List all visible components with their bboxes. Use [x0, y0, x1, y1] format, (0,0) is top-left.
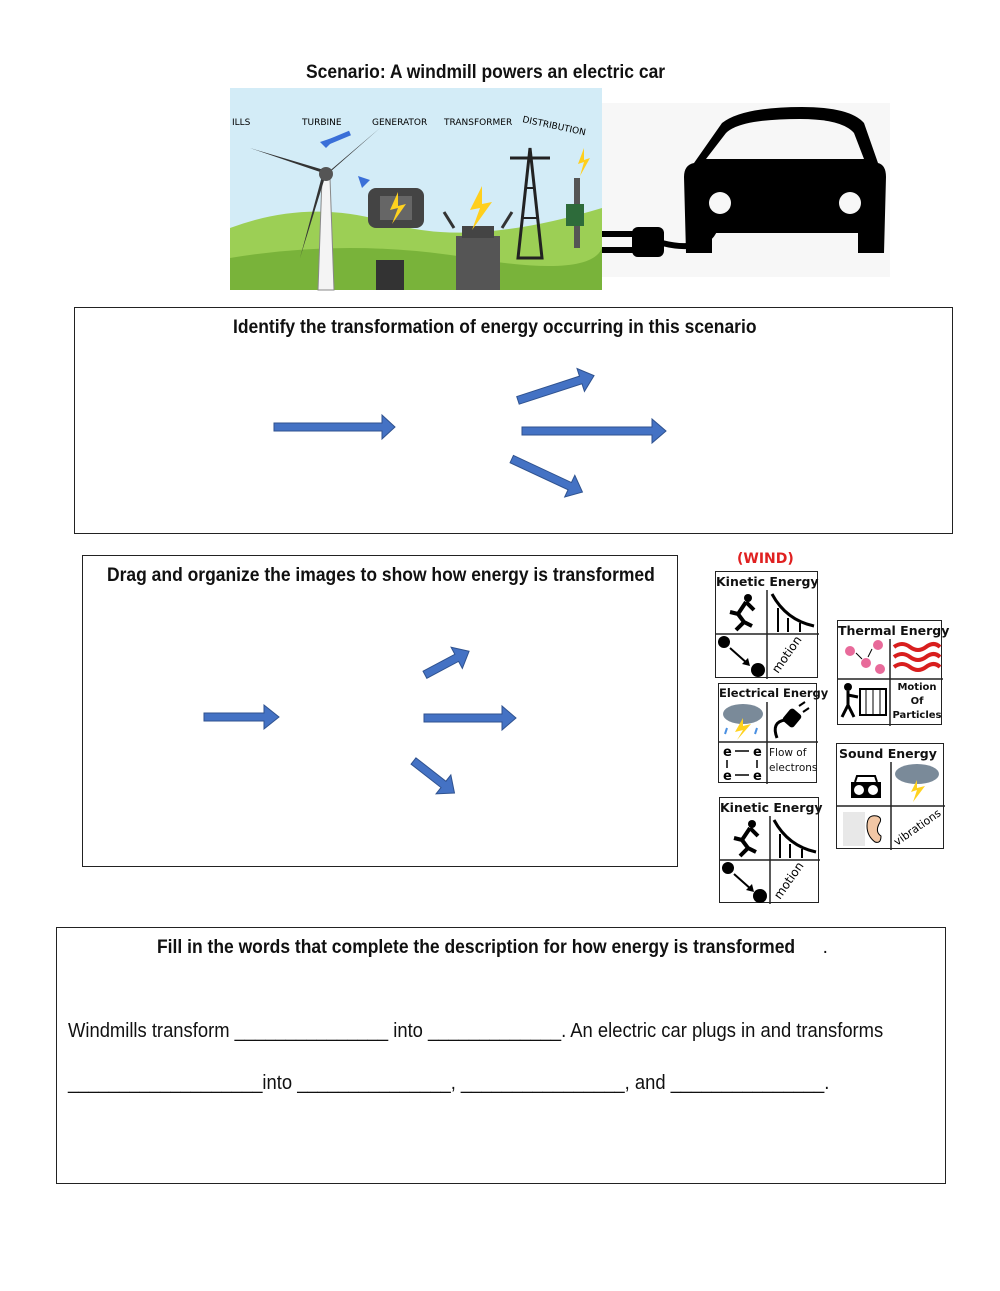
radiator-icon	[842, 683, 886, 717]
heat-waves-icon	[894, 644, 940, 670]
kinetic-caption: motion	[770, 859, 807, 902]
particles-icon	[845, 640, 885, 674]
card-title: Kinetic Energy	[716, 574, 819, 589]
electrical-caption: Flow of electrons	[769, 747, 818, 774]
diagram-label-generator: GENERATOR	[372, 118, 428, 128]
fill-in-heading-period: .	[822, 937, 828, 958]
sound-caption: vibrations	[891, 806, 944, 849]
svg-text:e: e	[723, 769, 732, 784]
diagram-label-turbine: TURBINE	[302, 118, 342, 128]
diagram-label-ills: ILLS	[232, 118, 251, 128]
drag-arrow-2	[419, 641, 474, 686]
runner-icon	[734, 820, 758, 856]
fill-in-box	[56, 927, 946, 1184]
thermal-caption: Motion Of Particles	[892, 682, 942, 721]
identify-transformation-heading: Identify the transformation of energy occurring in this scenario	[233, 317, 757, 338]
runner-icon	[730, 594, 754, 630]
roller-coaster-icon	[772, 594, 814, 632]
sound-card-art	[837, 762, 945, 850]
thunder-cloud-icon	[895, 764, 939, 802]
kinetic-card-art	[716, 590, 819, 679]
diagram-label-transformer: TRANSFORMER	[444, 118, 513, 128]
diagram-label-distribution: DISTRIBUTION	[521, 115, 587, 139]
storm-cloud-icon	[723, 704, 763, 740]
fill-in-sentence-2[interactable]: ___________________into _______________, ________________, and _______________.	[68, 1072, 830, 1094]
svg-text:e: e	[723, 745, 732, 760]
drag-organize-heading: Drag and organize the images to show how energy is transformed	[107, 565, 655, 586]
kinetic-energy-card[interactable]	[715, 571, 818, 678]
ball-motion-icon	[722, 862, 767, 903]
card-title: Electrical Energy	[719, 686, 829, 700]
kinetic-card-art	[720, 816, 820, 904]
boombox-icon	[851, 776, 881, 798]
ear-icon	[843, 812, 881, 846]
card-title: Thermal Energy	[838, 623, 950, 638]
card-title: Kinetic Energy	[720, 800, 823, 815]
fill-in-sentence-1[interactable]: Windmills transform _______________ into _____________. An electric car plugs in and transforms	[68, 1020, 884, 1042]
fill-in-heading: Fill in the words that complete the description for how energy is transformed	[157, 937, 796, 958]
roller-coaster-icon	[774, 820, 816, 858]
drag-arrow-1	[204, 705, 279, 729]
kinetic-caption: motion	[768, 633, 805, 676]
scenario-title: Scenario: A windmill powers an electric car	[306, 62, 666, 83]
drag-arrow-3	[424, 706, 516, 730]
drag-arrow-4	[406, 752, 462, 803]
plug-icon	[775, 702, 809, 738]
sound-energy-card[interactable]	[836, 743, 944, 849]
svg-text:e: e	[753, 745, 762, 760]
electrical-energy-card[interactable]	[718, 683, 829, 784]
thermal-energy-card[interactable]	[837, 620, 950, 725]
wind-label: (WIND)	[737, 551, 794, 567]
ball-motion-icon	[718, 636, 765, 677]
fill-in-heading-wrap	[157, 937, 828, 959]
kinetic-energy-card-2[interactable]	[719, 797, 823, 903]
svg-text:e: e	[753, 769, 762, 784]
card-title: Sound Energy	[839, 746, 937, 761]
electron-flow-icon	[723, 745, 762, 784]
